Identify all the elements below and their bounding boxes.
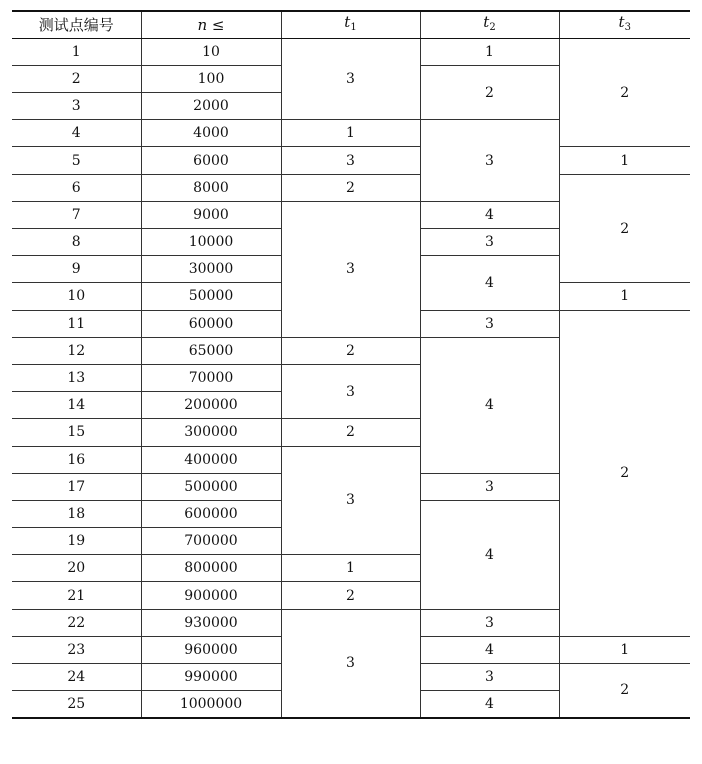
cell-n: 2000 — [141, 93, 281, 120]
cell-id: 6 — [12, 174, 141, 201]
cell-t3: 1 — [559, 147, 690, 174]
cell-id: 2 — [12, 65, 141, 92]
cell-t1: 2 — [281, 337, 420, 364]
cell-n: 400000 — [141, 446, 281, 473]
cell-t3: 2 — [559, 664, 690, 718]
cell-t2: 3 — [420, 310, 559, 337]
cell-t1: 3 — [281, 147, 420, 174]
cell-n: 990000 — [141, 664, 281, 691]
cell-id: 14 — [12, 392, 141, 419]
cell-n: 6000 — [141, 147, 281, 174]
cell-id: 21 — [12, 582, 141, 609]
cell-t2: 1 — [420, 38, 559, 65]
cell-t3: 1 — [559, 636, 690, 663]
cell-t2: 3 — [420, 664, 559, 691]
cell-n: 700000 — [141, 528, 281, 555]
cell-id: 19 — [12, 528, 141, 555]
cell-t3: 2 — [559, 38, 690, 147]
cell-t1: 3 — [281, 446, 420, 555]
cell-id: 9 — [12, 256, 141, 283]
table-row — [12, 174, 690, 201]
table-row — [12, 147, 690, 174]
cell-n: 4000 — [141, 120, 281, 147]
cell-id: 17 — [12, 473, 141, 500]
cell-n: 1000000 — [141, 691, 281, 718]
cell-id: 1 — [12, 38, 141, 65]
header-test-id: 测试点编号 — [12, 11, 141, 38]
cell-t1: 2 — [281, 419, 420, 446]
cell-t1: 1 — [281, 120, 420, 147]
cell-t2: 3 — [420, 609, 559, 636]
test-points-table — [12, 10, 690, 719]
cell-t1: 2 — [281, 174, 420, 201]
cell-n: 300000 — [141, 419, 281, 446]
cell-id: 10 — [12, 283, 141, 310]
cell-n: 930000 — [141, 609, 281, 636]
cell-n: 200000 — [141, 392, 281, 419]
cell-t2: 4 — [420, 500, 559, 609]
cell-t2: 3 — [420, 229, 559, 256]
header-t3 — [559, 11, 690, 38]
cell-n: 70000 — [141, 364, 281, 391]
cell-t1: 3 — [281, 201, 420, 337]
cell-n: 9000 — [141, 201, 281, 228]
cell-id: 15 — [12, 419, 141, 446]
cell-t3: 2 — [559, 310, 690, 636]
cell-id: 3 — [12, 93, 141, 120]
cell-id: 18 — [12, 500, 141, 527]
cell-id: 5 — [12, 147, 141, 174]
cell-t1: 3 — [281, 38, 420, 120]
cell-n: 10000 — [141, 229, 281, 256]
cell-id: 16 — [12, 446, 141, 473]
cell-t2: 3 — [420, 120, 559, 202]
cell-t1: 3 — [281, 609, 420, 718]
cell-t2: 4 — [420, 691, 559, 718]
table-row — [12, 38, 690, 65]
cell-n: 900000 — [141, 582, 281, 609]
header-t3-sub: 3 — [624, 21, 631, 33]
cell-t2: 4 — [420, 337, 559, 473]
cell-id: 8 — [12, 229, 141, 256]
header-n — [141, 11, 281, 38]
cell-n: 600000 — [141, 500, 281, 527]
cell-id: 12 — [12, 337, 141, 364]
cell-t3: 2 — [559, 174, 690, 283]
header-t2 — [420, 11, 559, 38]
cell-t2: 2 — [420, 65, 559, 119]
header-row — [12, 11, 690, 38]
cell-id: 23 — [12, 636, 141, 663]
cell-id: 24 — [12, 664, 141, 691]
cell-id: 25 — [12, 691, 141, 718]
cell-t1: 2 — [281, 582, 420, 609]
cell-t3: 1 — [559, 283, 690, 310]
cell-id: 20 — [12, 555, 141, 582]
cell-n: 65000 — [141, 337, 281, 364]
cell-n: 50000 — [141, 283, 281, 310]
cell-n: 30000 — [141, 256, 281, 283]
cell-id: 11 — [12, 310, 141, 337]
header-t3-var: t — [618, 12, 625, 31]
cell-n: 10 — [141, 38, 281, 65]
header-t2-var: t — [483, 12, 490, 31]
cell-id: 4 — [12, 120, 141, 147]
cell-n: 60000 — [141, 310, 281, 337]
cell-t1: 1 — [281, 555, 420, 582]
cell-t2: 4 — [420, 636, 559, 663]
cell-t1: 3 — [281, 364, 420, 418]
cell-t2: 3 — [420, 473, 559, 500]
cell-t2: 4 — [420, 256, 559, 310]
header-t1-var: t — [344, 12, 351, 31]
cell-t2: 4 — [420, 201, 559, 228]
cell-n: 960000 — [141, 636, 281, 663]
cell-id: 13 — [12, 364, 141, 391]
header-t2-sub: 2 — [489, 21, 496, 33]
cell-id: 22 — [12, 609, 141, 636]
cell-n: 100 — [141, 65, 281, 92]
cell-n: 800000 — [141, 555, 281, 582]
header-t1 — [281, 11, 420, 38]
cell-n: 8000 — [141, 174, 281, 201]
cell-id: 7 — [12, 201, 141, 228]
header-t1-sub: 1 — [350, 21, 357, 33]
header-n-label: n ≤ — [197, 15, 225, 34]
cell-n: 500000 — [141, 473, 281, 500]
